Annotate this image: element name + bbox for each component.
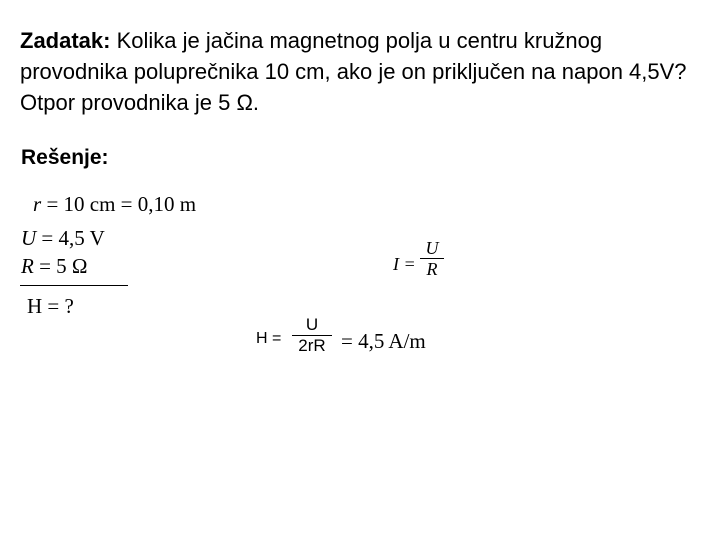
given-voltage [21, 226, 105, 251]
ohm-law-numerator: U [425, 238, 439, 258]
given-radius [33, 192, 196, 217]
given-resistance [21, 254, 88, 279]
resistance-symbol: R [21, 254, 34, 278]
unknown-quantity: H = ? [27, 294, 74, 318]
field-formula-lhs: H = [256, 330, 282, 347]
ohm-law-lhs: I = [393, 254, 416, 274]
field-result: = 4,5 A/m [341, 329, 426, 353]
given-divider [20, 285, 128, 286]
voltage-symbol: U [21, 226, 37, 250]
field-formula-fraction [292, 315, 332, 356]
radius-value: = 10 cm = 0,10 m [46, 192, 197, 216]
solution-heading: Rešenje: [21, 146, 109, 169]
radius-symbol: r [33, 192, 42, 216]
ohm-law-fraction [420, 238, 444, 279]
field-formula-denominator: 2rR [298, 336, 326, 355]
ohm-law-denominator: R [426, 259, 438, 279]
task-label: Zadatak: [20, 28, 111, 53]
field-formula-numerator: U [305, 315, 319, 334]
task-text: Kolika je jačina magnetnog polja u centru kružnog provodnika poluprečnika 10 cm, ako je on priključen na napon 4,5V? Otpor provodnika je 5 Ω. [20, 28, 687, 115]
resistance-value: = 5 Ω [39, 254, 88, 278]
task-statement [20, 25, 700, 118]
voltage-value: = 4,5 V [41, 226, 105, 250]
